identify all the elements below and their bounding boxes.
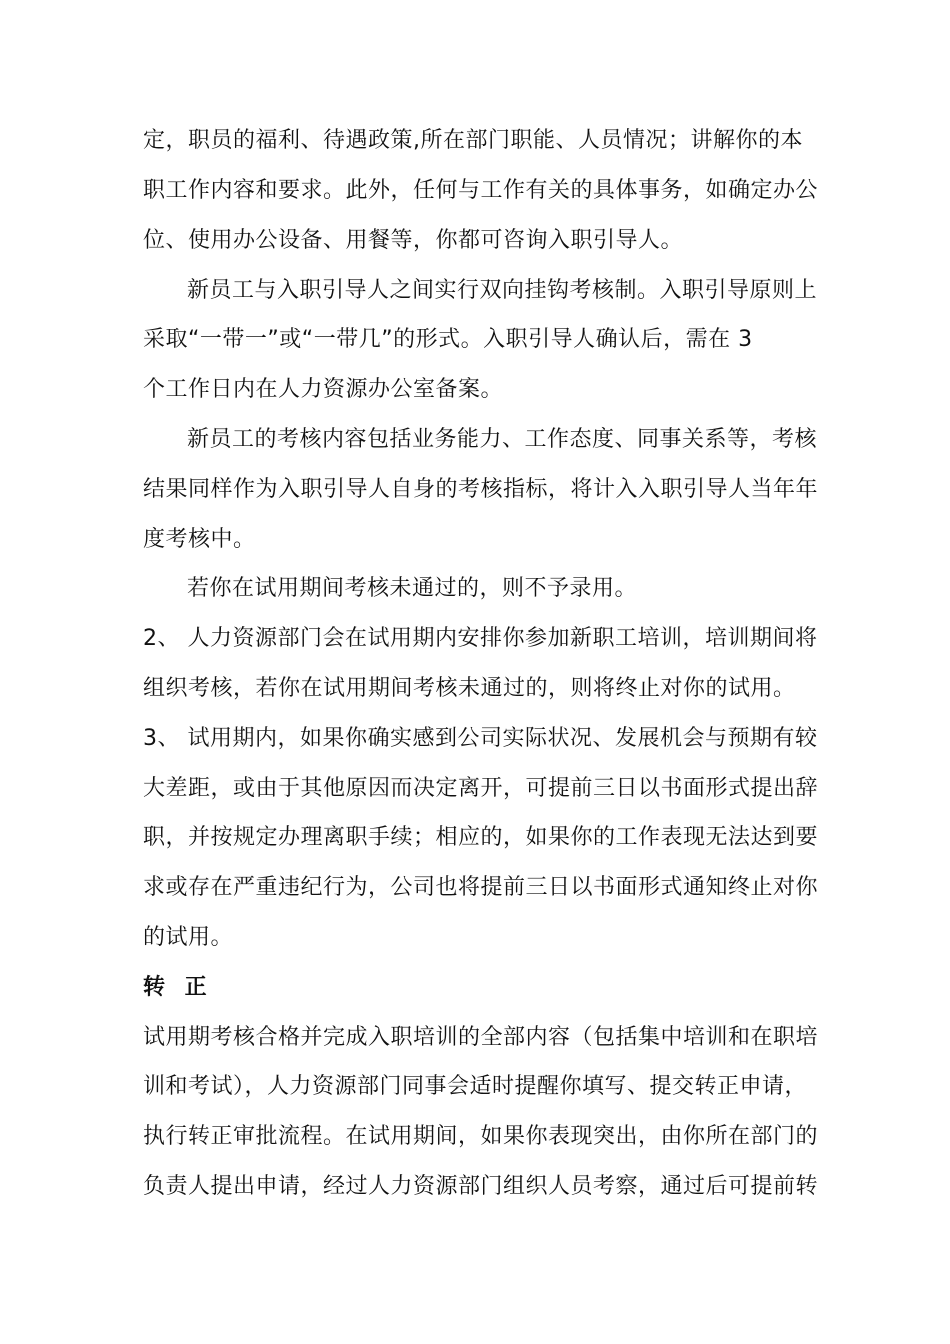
text-line: 的试用。: [143, 925, 234, 950]
paragraph-first-line: 若你在试用期间考核未通过的，则不予录用。: [187, 576, 638, 601]
text-line: 位、使用办公设备、用餐等，你都可咨询入职引导人。: [143, 228, 684, 253]
text-line: 组织考核，若你在试用期间考核未通过的，则将终止对你的试用。: [143, 676, 796, 701]
text-line: 大差距，或由于其他原因而决定离开，可提前三日以书面形式提出辞: [143, 776, 819, 801]
paragraph-first-line: 新员工与入职引导人之间实行双向挂钩考核制。入职引导原则上: [187, 278, 818, 303]
text-line: 个工作日内在人力资源办公室备案。: [143, 377, 504, 402]
text-line: 训和考试），人力资源部门同事会适时提醒你填写、提交转正申请，: [143, 1074, 808, 1099]
text-line: 结果同样作为入职引导人自身的考核指标，将计入入职引导人当年年: [143, 477, 819, 502]
text-line: 求或存在严重违纪行为，公司也将提前三日以书面形式通知终止对你: [143, 875, 819, 900]
text-line: 度考核中。: [143, 527, 256, 552]
section-heading: 转 正: [143, 975, 213, 1000]
text-line: 试用期考核合格并完成入职培训的全部内容（包括集中培训和在职培: [143, 1025, 819, 1050]
text-line: 职工作内容和要求。此外，任何与工作有关的具体事务，如确定办公: [143, 178, 819, 203]
text-line: 职，并按规定办理离职手续；相应的，如果你的工作表现无法达到要: [143, 825, 819, 850]
text-line: 执行转正审批流程。在试用期间，如果你表现突出，由你所在部门的: [143, 1124, 819, 1149]
paragraph-first-line: 新员工的考核内容包括业务能力、工作态度、同事关系等，考核: [187, 427, 818, 452]
numbered-item-2: 2、 人力资源部门会在试用期内安排你参加新职工培训，培训期间将: [143, 626, 818, 651]
text-line: 负责人提出申请，经过人力资源部门组织人员考察，通过后可提前转: [143, 1174, 819, 1199]
text-line: 采取“一带一”或“一带几”的形式。入职引导人确认后，需在 3: [143, 327, 753, 352]
text-line: 定，职员的福利、待遇政策,所在部门职能、人员情况；讲解你的本: [143, 128, 803, 153]
numbered-item-3: 3、 试用期内，如果你确实感到公司实际状况、发展机会与预期有较: [143, 726, 818, 751]
